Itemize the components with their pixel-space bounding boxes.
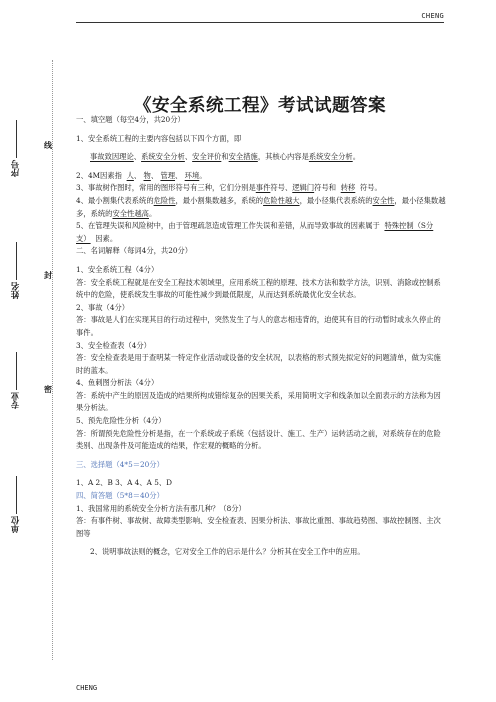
- text: 4、最小割集代表系统的: [76, 195, 154, 205]
- major-cell: [10, 352, 22, 409]
- unit-blank: [16, 476, 17, 514]
- text: 。: [148, 208, 157, 218]
- text: 2、4M因素指: [76, 170, 122, 180]
- header-mark: CHENG: [421, 12, 444, 20]
- text: 、: [133, 170, 142, 180]
- unit-label: 单位: [11, 516, 21, 533]
- major-blank: [16, 352, 17, 390]
- cut-mark-line: 线: [44, 141, 52, 150]
- fill-q4: [76, 195, 446, 220]
- term-4-answer: 答：系统中产生的原因及造成的结果所构成错综复杂的因果关系，采用简明文字和线条加以全面表示的方法称为因果分析法。: [76, 390, 441, 413]
- text: 、: [150, 170, 159, 180]
- cut-mark-secret: 密: [44, 385, 52, 394]
- section3-heading: 三、选择题（4*5＝20分）: [76, 459, 164, 469]
- name-blank: [16, 242, 17, 280]
- blank-answer: 安全评价: [192, 152, 222, 162]
- text: ，最小径集代表系统的: [299, 195, 373, 205]
- blank-answer: 系统安全分析: [308, 152, 353, 162]
- term-5-answer: 答：所谓预先危险性分析是指，在一个系统或子系统（包括设计、施工、生产）运转活动之前，对系统存在的危险类别、出现条件及可能造成的结果，作宏观的概略的分析。: [76, 428, 441, 451]
- term-5: 5、预先危险性分析（4分）: [76, 416, 166, 426]
- serial-number-blank: [16, 120, 17, 158]
- text: 和: [221, 152, 229, 162]
- fill-q5: [76, 220, 446, 245]
- blank-answer: 安全性越高: [112, 208, 149, 218]
- blank-answer: 特殊控制（S分支）: [76, 221, 434, 243]
- text: 。: [352, 152, 360, 162]
- blank-answer: 事件: [255, 183, 271, 193]
- seal-cut-line: [52, 60, 53, 660]
- blank-answer: 事故致因理论: [90, 152, 134, 162]
- blank-answer: 转移: [340, 183, 356, 193]
- text: 因素。: [95, 233, 118, 243]
- blank-answer: 系统安全分析: [141, 152, 185, 162]
- serial-number-label: 序号: [11, 160, 21, 177]
- blank-answer: 逻辑门: [292, 183, 315, 193]
- term-2: 2、事故（4分）: [76, 302, 130, 312]
- choice-answers: 1、A 2、B 3、A 4、A 5、D: [76, 478, 172, 488]
- fill-q3: [76, 182, 446, 195]
- text: 3、事故树作图时，常用的图形符号有三种，它们分别是: [76, 183, 256, 193]
- term-2-answer: 答：事故是人们在实现其目的行动过程中，突然发生了与人的意志相违背的，迫使其有目的行动暂时或永久停止的事件。: [76, 315, 441, 337]
- blank-answer: 危险性: [153, 195, 176, 205]
- term-4: 4、鱼刺图分析法（4分）: [76, 378, 159, 388]
- text: ，其核心内容是: [257, 152, 309, 162]
- text: 、: [133, 152, 142, 162]
- text: 、: [175, 170, 183, 180]
- term-3-answer: 答：安全检查表是用于查明某一特定作业活动或设备的安全状况，以表格的形式预先拟定好的问题清单，做为实施时的蓝本。: [76, 353, 441, 375]
- text: 符号。: [359, 183, 382, 193]
- text: 。: [199, 170, 207, 180]
- text: 5、在管理失误和风险树中，由于管理疏忽造成管理工作失误和差错，从而导致事故的因素属于: [76, 221, 380, 231]
- exam-body: [76, 114, 446, 559]
- unit-cell: [10, 476, 22, 533]
- term-1: 1、安全系统工程（4分）: [76, 264, 159, 274]
- blank-answer: 管理: [160, 170, 176, 180]
- short-q1: 1、我国常用的系统安全分析方法有那几种？（8分）: [76, 503, 246, 513]
- term-1-answer: 答：安全系统工程就是在安全工程技术领域里，应用系统工程的原理、技术方法和数学方法，识别、消除或控制系统中的危险，使系统发生事故的可能性减少到最低限度，从而达到系统最优化安全状态。: [76, 277, 441, 300]
- blank-answer: 物: [143, 170, 151, 180]
- name-cell: [10, 242, 22, 299]
- binding-margin: [0, 0, 70, 702]
- term-3: 3、安全检查表（4分）: [76, 340, 151, 350]
- text: 符号和: [314, 183, 337, 193]
- blank-answer: 危险性越大: [263, 195, 300, 205]
- text: ，最小径集数越多，系统的: [76, 195, 446, 218]
- blank-answer: 环境: [184, 170, 200, 180]
- short-q2: 2、说明事故法则的概念，它对安全工作的启示是什么？分析其在安全工作中的应用。: [90, 547, 365, 557]
- major-label: 专业: [11, 392, 21, 409]
- fill-q1-answers: [76, 151, 446, 164]
- section2-heading: 二、名词解释（每词4分，共20分）: [76, 246, 193, 256]
- footer-mark: CHENG: [76, 684, 98, 692]
- blank-answer: 安全性: [372, 195, 395, 205]
- name-label: 姓名: [11, 282, 21, 299]
- fill-q2: [76, 170, 446, 183]
- page-title: 《安全系统工程》考试试题答案: [134, 96, 386, 116]
- serial-number-cell: [10, 120, 22, 177]
- text: ，最小割集数越多，系统的: [175, 195, 264, 205]
- text: 符号、: [270, 183, 293, 193]
- section1-heading: 一、填空题（每空4分，共20分）: [76, 115, 185, 124]
- blank-answer: 安全措施: [228, 152, 258, 162]
- text: 、: [184, 152, 193, 162]
- blank-answer: 人: [126, 170, 134, 180]
- cut-mark-seal: 封: [44, 271, 52, 280]
- short-q1-answer: 答：有事件树、事故树、故障类型影响、安全检查表、因果分析法、事故比重图、事故趋势图、事故控制图、主次图等: [76, 516, 441, 538]
- fill-q1: 1、安全系统工程的主要内容包括以下四个方面，即: [76, 133, 242, 143]
- section4-heading: 四、简答题（5*8＝40分）: [76, 491, 164, 501]
- header-rule: [76, 22, 444, 23]
